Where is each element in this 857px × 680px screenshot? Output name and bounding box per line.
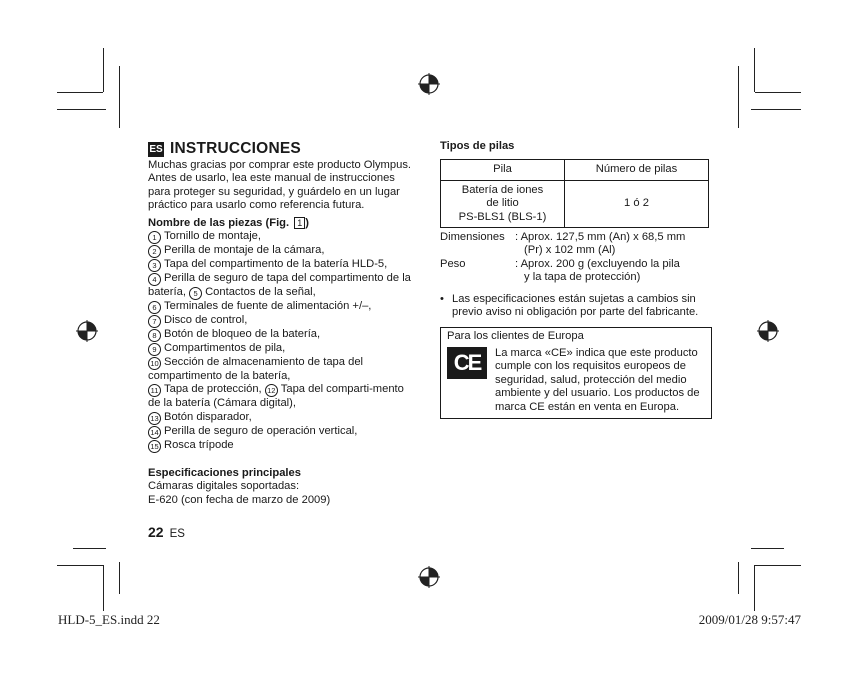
table-header-cell: Número de pilas xyxy=(565,160,709,180)
crop-mark xyxy=(754,565,755,611)
crop-mark xyxy=(738,562,739,594)
weight-value: : Aprox. 200 g (excluyendo la pila y la tapa de protección) xyxy=(515,257,680,284)
list-item: 14 Perilla de seguro de operación vertical, xyxy=(148,425,413,439)
list-item: 2 Perilla de montaje de la cámara, xyxy=(148,244,413,258)
left-column xyxy=(148,140,413,507)
specs-line: E-620 (con fecha de marzo de 2009) xyxy=(148,493,331,506)
table-cell: Batería de iones de litio PS-BLS1 (BLS-1) xyxy=(441,180,565,227)
dimensions-label: Dimensiones xyxy=(440,231,505,244)
specs-heading: Especificaciones principales xyxy=(148,466,301,479)
crop-mark xyxy=(751,109,801,110)
registration-mark-icon xyxy=(418,73,440,95)
dimensions-block xyxy=(440,231,710,285)
crop-mark xyxy=(73,548,106,549)
list-item: 8 Botón de bloqueo de la batería, xyxy=(148,328,413,342)
parts-list xyxy=(148,230,413,453)
list-item: 7 Disco de control, xyxy=(148,314,413,328)
crop-mark xyxy=(57,109,106,110)
crop-mark xyxy=(103,48,104,92)
page-number: 22 ES xyxy=(148,524,185,540)
page-title: INSTRUCCIONES xyxy=(170,140,301,157)
ce-notice-box xyxy=(440,327,712,418)
figure-number: 1 xyxy=(294,217,305,229)
ce-logo-text: CE xyxy=(453,349,481,375)
specs-line: Cámaras digitales soportadas: xyxy=(148,480,300,493)
weight-label: Peso xyxy=(440,257,466,270)
crop-mark xyxy=(119,562,120,594)
crop-mark xyxy=(738,66,739,128)
registration-mark-icon xyxy=(418,566,440,588)
list-item: 9 Compartimentos de pila, xyxy=(148,342,413,356)
list-item: 13 Botón disparador, xyxy=(148,411,413,425)
battery-table xyxy=(440,159,709,228)
table-row xyxy=(441,180,709,227)
list-item: 1 Tornillo de montaje, xyxy=(148,230,413,244)
crop-mark xyxy=(755,565,801,566)
ce-heading: Para los clientes de Europa xyxy=(447,330,584,343)
footer-file: HLD-5_ES.indd 22 xyxy=(58,612,160,627)
list-item: 15 Rosca trípode xyxy=(148,439,413,453)
intro-paragraph: Muchas gracias por comprar este producto Olympus. Antes de usarlo, lea este manual de instrucciones para proteger su seguridad, y guárdelo en un lugar práctico para usarlo como referencia futura. xyxy=(148,159,412,212)
page-title-row xyxy=(148,140,413,158)
table-header-row xyxy=(441,160,709,180)
parts-heading: Nombre de las piezas (Fig. 1 ) xyxy=(148,216,309,229)
crop-mark xyxy=(754,48,755,92)
list-item: 11 Tapa de protección, 12 Tapa del comparti-mento de la batería (Cámara digital), xyxy=(148,383,404,410)
list-item: 6 Terminales de fuente de alimentación +/–, xyxy=(148,300,413,314)
list-item: 3 Tapa del compartimento de la batería HLD-5, xyxy=(148,258,413,272)
footer-datetime: 2009/01/28 9:57:47 xyxy=(698,612,801,627)
crop-mark xyxy=(103,565,104,611)
registration-mark-icon xyxy=(757,320,779,342)
crop-mark xyxy=(57,92,103,93)
table-cell: 1 ó 2 xyxy=(565,180,709,227)
list-item: 4 Perilla de seguro de tapa del compartimento de la batería, 5 Contactos de la señal, xyxy=(148,272,411,299)
ce-mark-icon xyxy=(447,347,487,379)
dimensions-value: : Aprox. 127,5 mm (An) x 68,5 mm (Pr) x 102 mm (Al) xyxy=(515,231,686,257)
crop-mark xyxy=(755,92,801,93)
registration-mark-icon xyxy=(76,320,98,342)
language-badge: ES xyxy=(149,143,163,155)
table-header-cell: Pila xyxy=(441,160,565,180)
crop-mark xyxy=(751,548,784,549)
crop-mark xyxy=(119,66,120,128)
note-bullet: • Las especificaciones están sujetas a cambios sin previo aviso ni obligación por parte del fabricante. xyxy=(440,292,699,319)
bullet-icon: • xyxy=(440,292,444,305)
right-column xyxy=(440,140,710,419)
list-item: 10 Sección de almacenamiento de tapa del compartimento de la batería, xyxy=(148,356,364,383)
battery-heading: Tipos de pilas xyxy=(440,140,515,152)
ce-text: La marca «CE» indica que este producto cumple con los requisitos europeos de seguridad, salud, protección del medio ambiente y del usuario. Los productos de marca CE están en venta en Europa. xyxy=(495,346,700,413)
crop-mark xyxy=(57,565,103,566)
